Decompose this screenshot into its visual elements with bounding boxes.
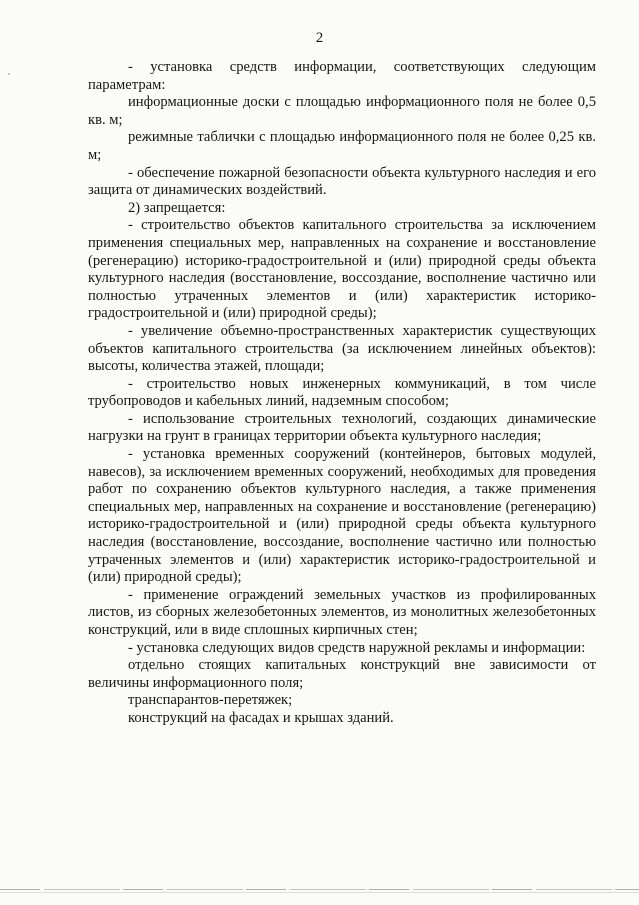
paragraph-fences: - применение ограждений земельных участков из профилированных листов, из сборных железобетонных элементов, из монолитных железобетонных конструкций, или в виде сплошных кирпичных стен; — [88, 586, 596, 638]
scan-speck — [8, 73, 10, 75]
paragraph-advertising: - установка следующих видов средств наружной рекламы и информации: — [128, 639, 586, 656]
paragraph-freestanding: отдельно стоящих капитальных конструкций вне зависимости от величины информационного поля; — [88, 657, 596, 691]
paragraph-facade-structures: конструкций на фасадах и крышах зданий. — [128, 709, 394, 726]
paragraph-prohibited-heading: 2) запрещается: — [128, 199, 226, 216]
paragraph-info-means: - установка средств информации, соответствующих следующим параметрам: — [88, 59, 596, 93]
document-body — [88, 59, 596, 728]
scan-edge-line — [0, 889, 639, 890]
paragraph-info-boards: информационные доски с площадью информационного поля не более 0,5 кв. м; — [88, 94, 596, 128]
paragraph-engineering-networks: - строительство новых инженерных коммуникаций, в том числе трубопроводов и кабельных линий, надземным способом; — [88, 375, 596, 410]
page-number: 2 — [315, 30, 324, 46]
paragraph-volume-increase: - увеличение объемно-пространственных характеристик существующих объектов капитального строительства (за исключением линейных объектов): высоты, количества этажей, площади; — [88, 322, 596, 375]
paragraph-banners: транспарантов-перетяжек; — [128, 692, 293, 709]
paragraph-temporary-structures: - установка временных сооружений (контейнеров, бытовых модулей, навесов), за исключением временных сооружений, необходимых для проведения работ по сохранению объектов культурного наследия, а также применения специальных мер, направленных на сохранение и восстановление (регенерацию) историко-градостроительной и (или) природной среды объекта культурного наследия (восстановление, воссоздание, восполнение частично или полностью утраченных элементов и (или) характеристик историко-градостроительной и (или) природной среды); — [88, 446, 596, 586]
paragraph-capital-construction: - строительство объектов капитального строительства за исключением применения специальных мер, направленных на сохранение и восстановление (регенерацию) историко-градостроительной и (или) природной среды объекта культурного наследия (восстановление, воссоздание, восполнение частично или полностью утраченных элементов и (или) характеристик историко-градостроительной и (или) природной среды); — [88, 217, 596, 322]
scan-edge-line — [0, 892, 639, 893]
paragraph-mode-plates: режимные таблички с площадью информационного поля не более 0,25 кв. м; — [88, 129, 596, 163]
paragraph-construction-tech: - использование строительных технологий, создающих динамические нагрузки на грунт в границах территории объекта культурного наследия; — [88, 410, 596, 445]
paragraph-fire-safety: - обеспечение пожарной безопасности объекта культурного наследия и его защита от динамических воздействий. — [88, 164, 596, 199]
